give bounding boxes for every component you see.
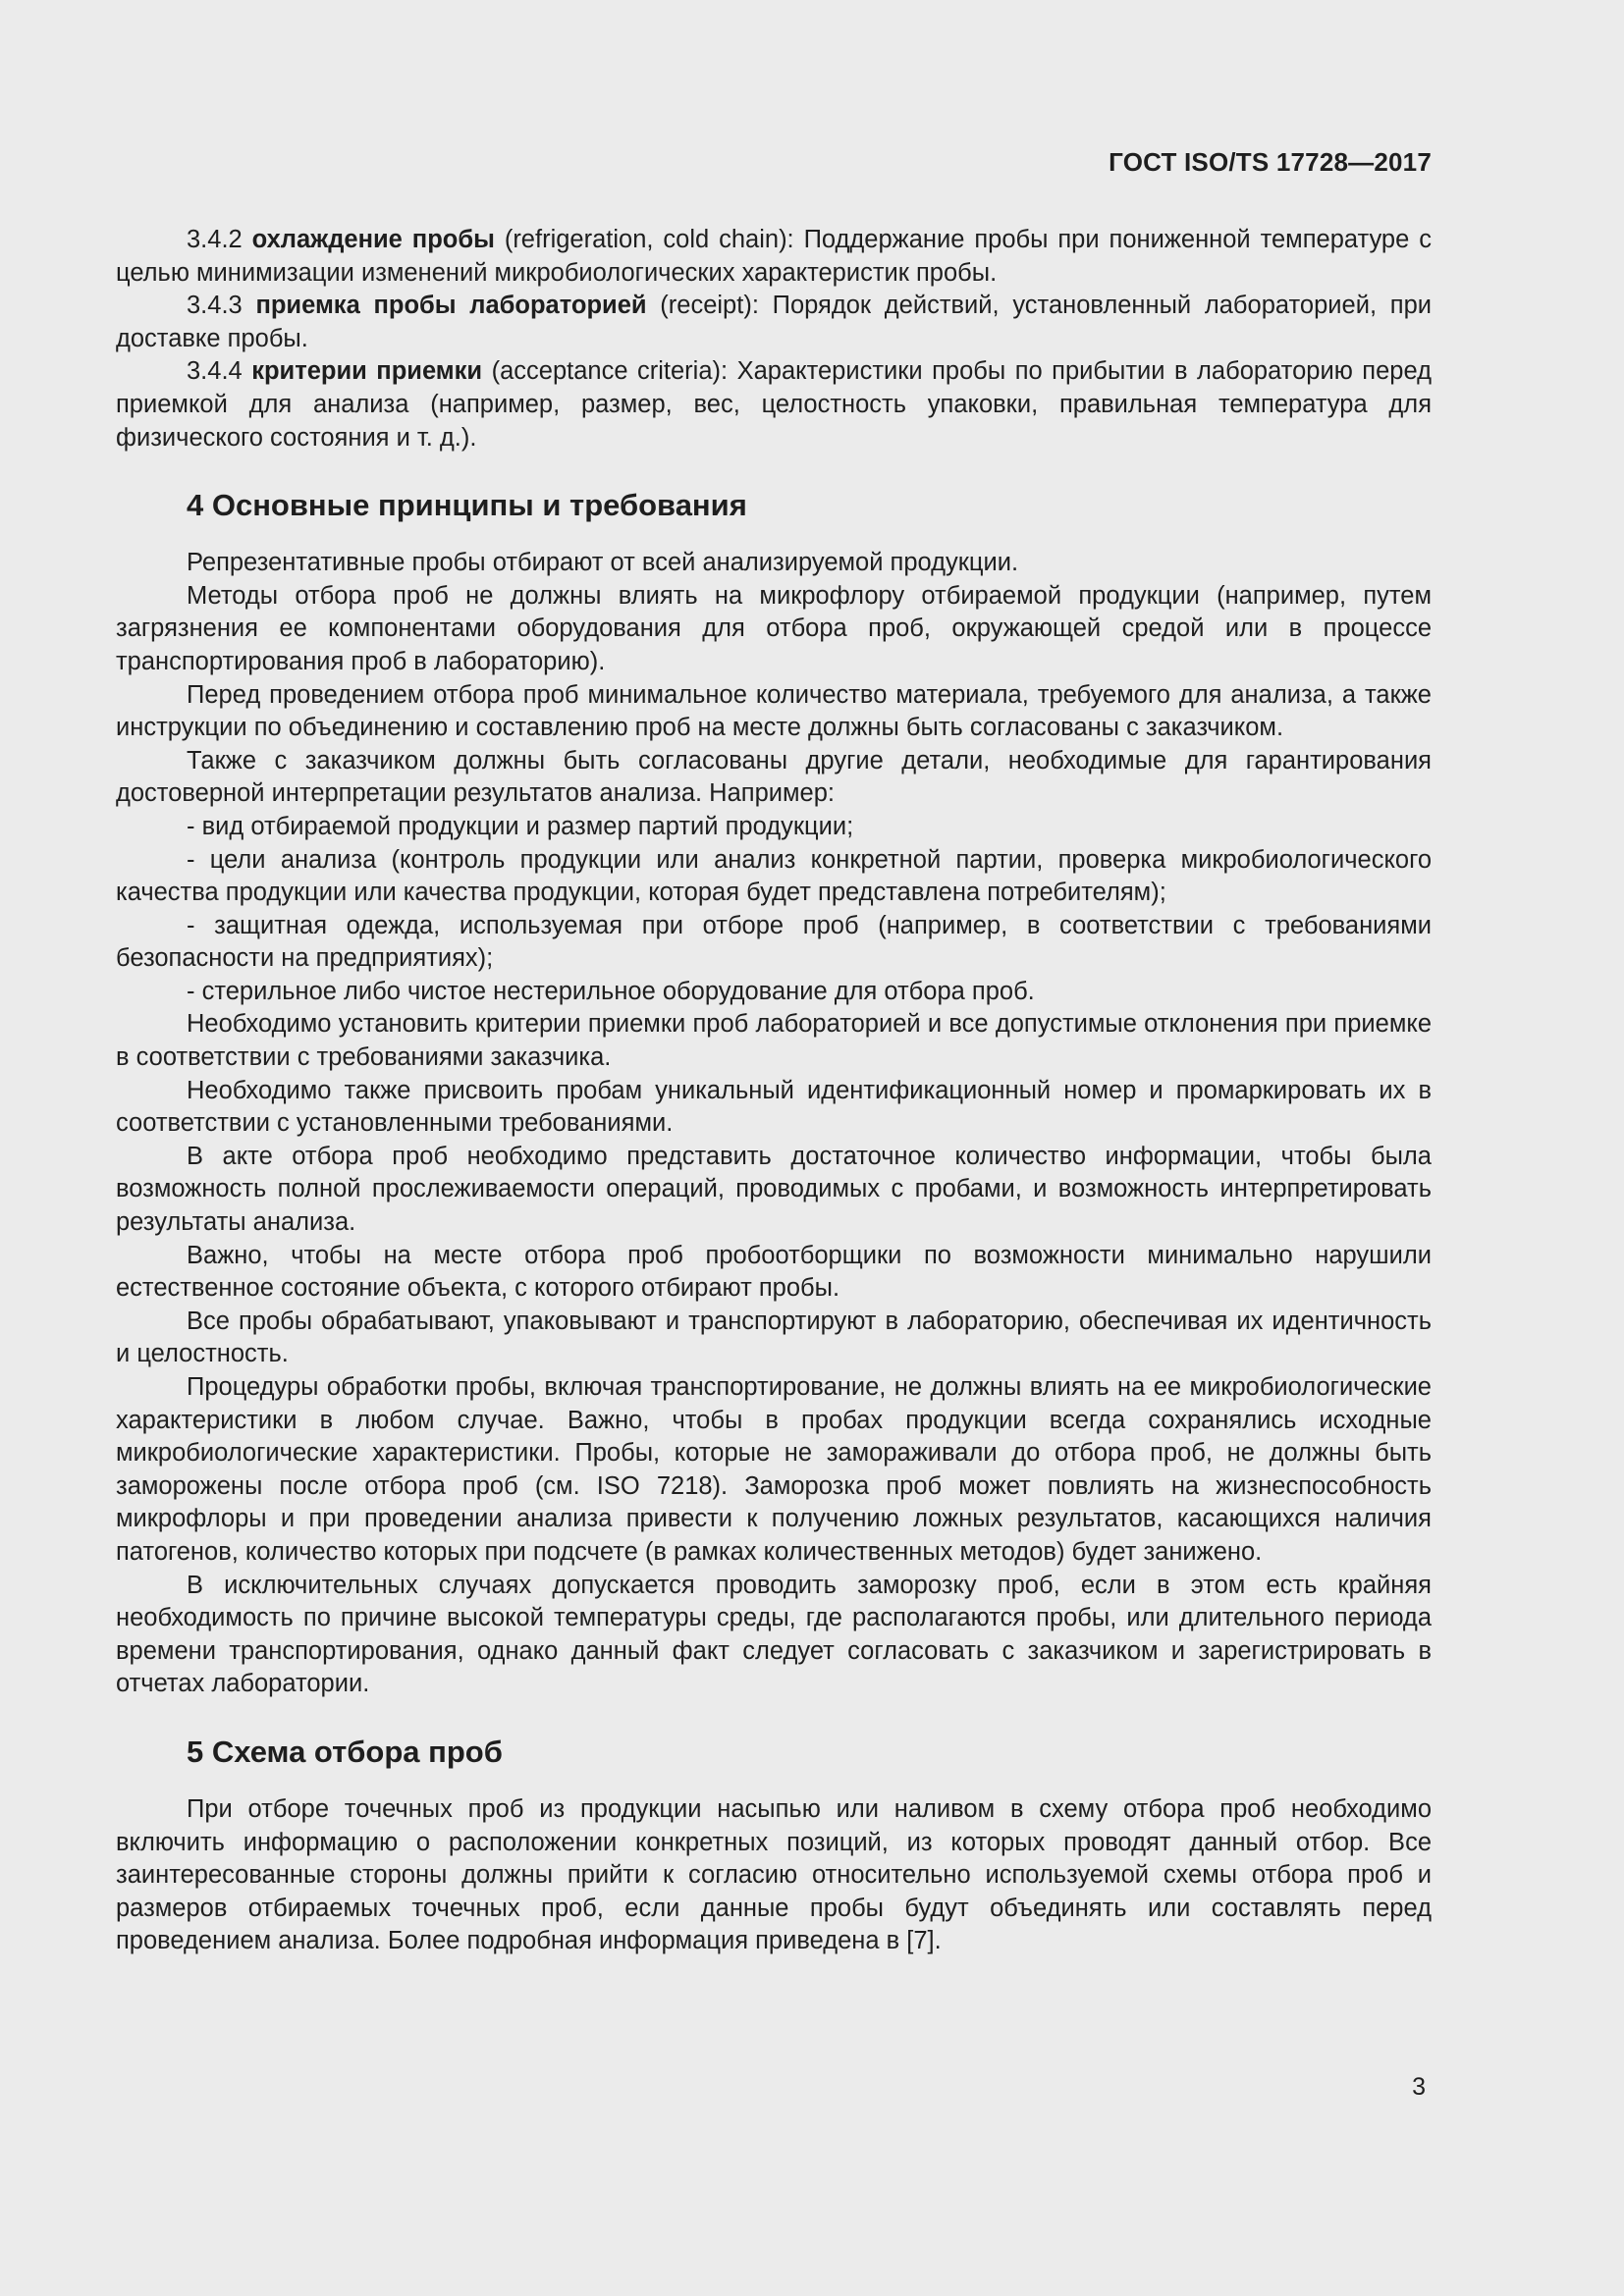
- paragraph: При отборе точечных проб из продукции насыпью или наливом в схему отбора проб необходимо включить информацию о расположении конкретных позиций, из которых проводят данный отбор. Все заинтересованные стороны должны прийти к согласию относительно используемой схемы отбора проб и размеров отбираемых точечных проб, если данные пробы будут объединять или составлять перед проведением анализа. Более подробная информация приведена в [7].: [116, 1794, 1432, 1955]
- list-item: - вид отбираемой продукции и размер партий продукции;: [187, 812, 854, 840]
- paragraph: Методы отбора проб не должны влиять на микрофлору отбираемой продукции (например, путем загрязнения ее компонентами оборудования для отбора проб, окружающей средой или в процессе транспортирования проб в лабораторию).: [116, 581, 1432, 675]
- term-3-4-4: [116, 355, 1432, 454]
- term-name: охлаждение пробы: [251, 226, 495, 253]
- page-content: [116, 224, 1432, 1958]
- paragraph: Репрезентативные пробы отбирают от всей анализируемой продукции.: [187, 549, 1019, 577]
- term-number: 3.4.4: [187, 357, 243, 386]
- term-3-4-3: [116, 290, 1432, 355]
- term-number: 3.4.3: [187, 292, 243, 320]
- page-number: 3: [1412, 2073, 1426, 2101]
- term-name: критерии приемки: [251, 357, 483, 386]
- term-name: приемка пробы лабораторией: [255, 292, 647, 320]
- list-item: - цели анализа (контроль продукции или анализ конкретной партии, проверка микробиологического качества продукции или качества продукции, которая будет представлена потребителям);: [116, 845, 1432, 907]
- section-4-heading: 4 Основные принципы и требования: [187, 488, 747, 523]
- paragraph: Также с заказчиком должны быть согласованы другие детали, необходимые для гарантирования достоверной интерпретации результатов анализа. Например:: [116, 746, 1432, 808]
- section-5-heading: 5 Схема отбора проб: [187, 1734, 503, 1769]
- term-definition: (receipt): Порядок действий, установленный лабораторией, при доставке пробы.: [116, 292, 1432, 352]
- paragraph: Перед проведением отбора проб минимальное количество материала, требуемого для анализа, а также инструкции по объединению и составлению проб на месте должны быть согласованы с заказчиком.: [116, 680, 1432, 742]
- paragraph: Важно, чтобы на месте отбора проб пробоотборщики по возможности минимально нарушили естественное состояние объекта, с которого отбирают пробы.: [116, 1241, 1432, 1303]
- paragraph: В исключительных случаях допускается проводить заморозку проб, если в этом есть крайняя необходимость по причине высокой температуры среды, где располагаются пробы, или длительного периода времени транспортирования, однако данный факт следует согласовать с заказчиком и зарегистрировать в отчетах лаборатории.: [116, 1571, 1432, 1698]
- term-3-4-2: [116, 224, 1432, 290]
- paragraph: В акте отбора проб необходимо представить достаточное количество информации, чтобы была возможность полной прослеживаемости операций, проводимых с пробами, и возможность интерпретировать результаты анализа.: [116, 1142, 1432, 1237]
- term-number: 3.4.2: [187, 226, 243, 253]
- document-header: ГОСТ ISO/TS 17728—2017: [1109, 147, 1432, 177]
- term-definition: (refrigeration, cold chain): Поддержание пробы при пониженной температуре с целью минимизации изменений микробиологических характеристик пробы.: [116, 226, 1432, 287]
- paragraph: Все пробы обрабатывают, упаковывают и транспортируют в лабораторию, обеспечивая их идентичность и целостность.: [116, 1307, 1432, 1368]
- term-definition: (acceptance criteria): Характеристики пробы по прибытии в лабораторию перед приемкой для анализа (например, размер, вес, целостность упаковки, правильная температура для физического состояния и т. д.).: [116, 357, 1432, 452]
- paragraph: Необходимо также присвоить пробам уникальный идентификационный номер и промаркировать их в соответствии с установленными требованиями.: [116, 1076, 1432, 1138]
- list-item: - защитная одежда, используемая при отборе проб (например, в соответствии с требованиями безопасности на предприятиях);: [116, 911, 1432, 973]
- paragraph: Необходимо установить критерии приемки проб лабораторией и все допустимые отклонения при приемке в соответствии с требованиями заказчика.: [116, 1010, 1432, 1072]
- paragraph: Процедуры обработки пробы, включая транспортирование, не должны влиять на ее микробиологические характеристики в любом случае. Важно, чтобы в пробах продукции всегда сохранялись исходные микробиологические характеристики. Пробы, которые не замораживали до отбора проб, не должны быть заморожены после отбора проб (см. ISO 7218). Заморозка проб может повлиять на жизнеспособность микрофлоры и при проведении анализа привести к получению ложных результатов, касающихся наличия патогенов, количество которых при подсчете (в рамках количественных методов) будет занижено.: [116, 1373, 1432, 1566]
- list-item: - стерильное либо чистое нестерильное оборудование для отбора проб.: [187, 977, 1035, 1005]
